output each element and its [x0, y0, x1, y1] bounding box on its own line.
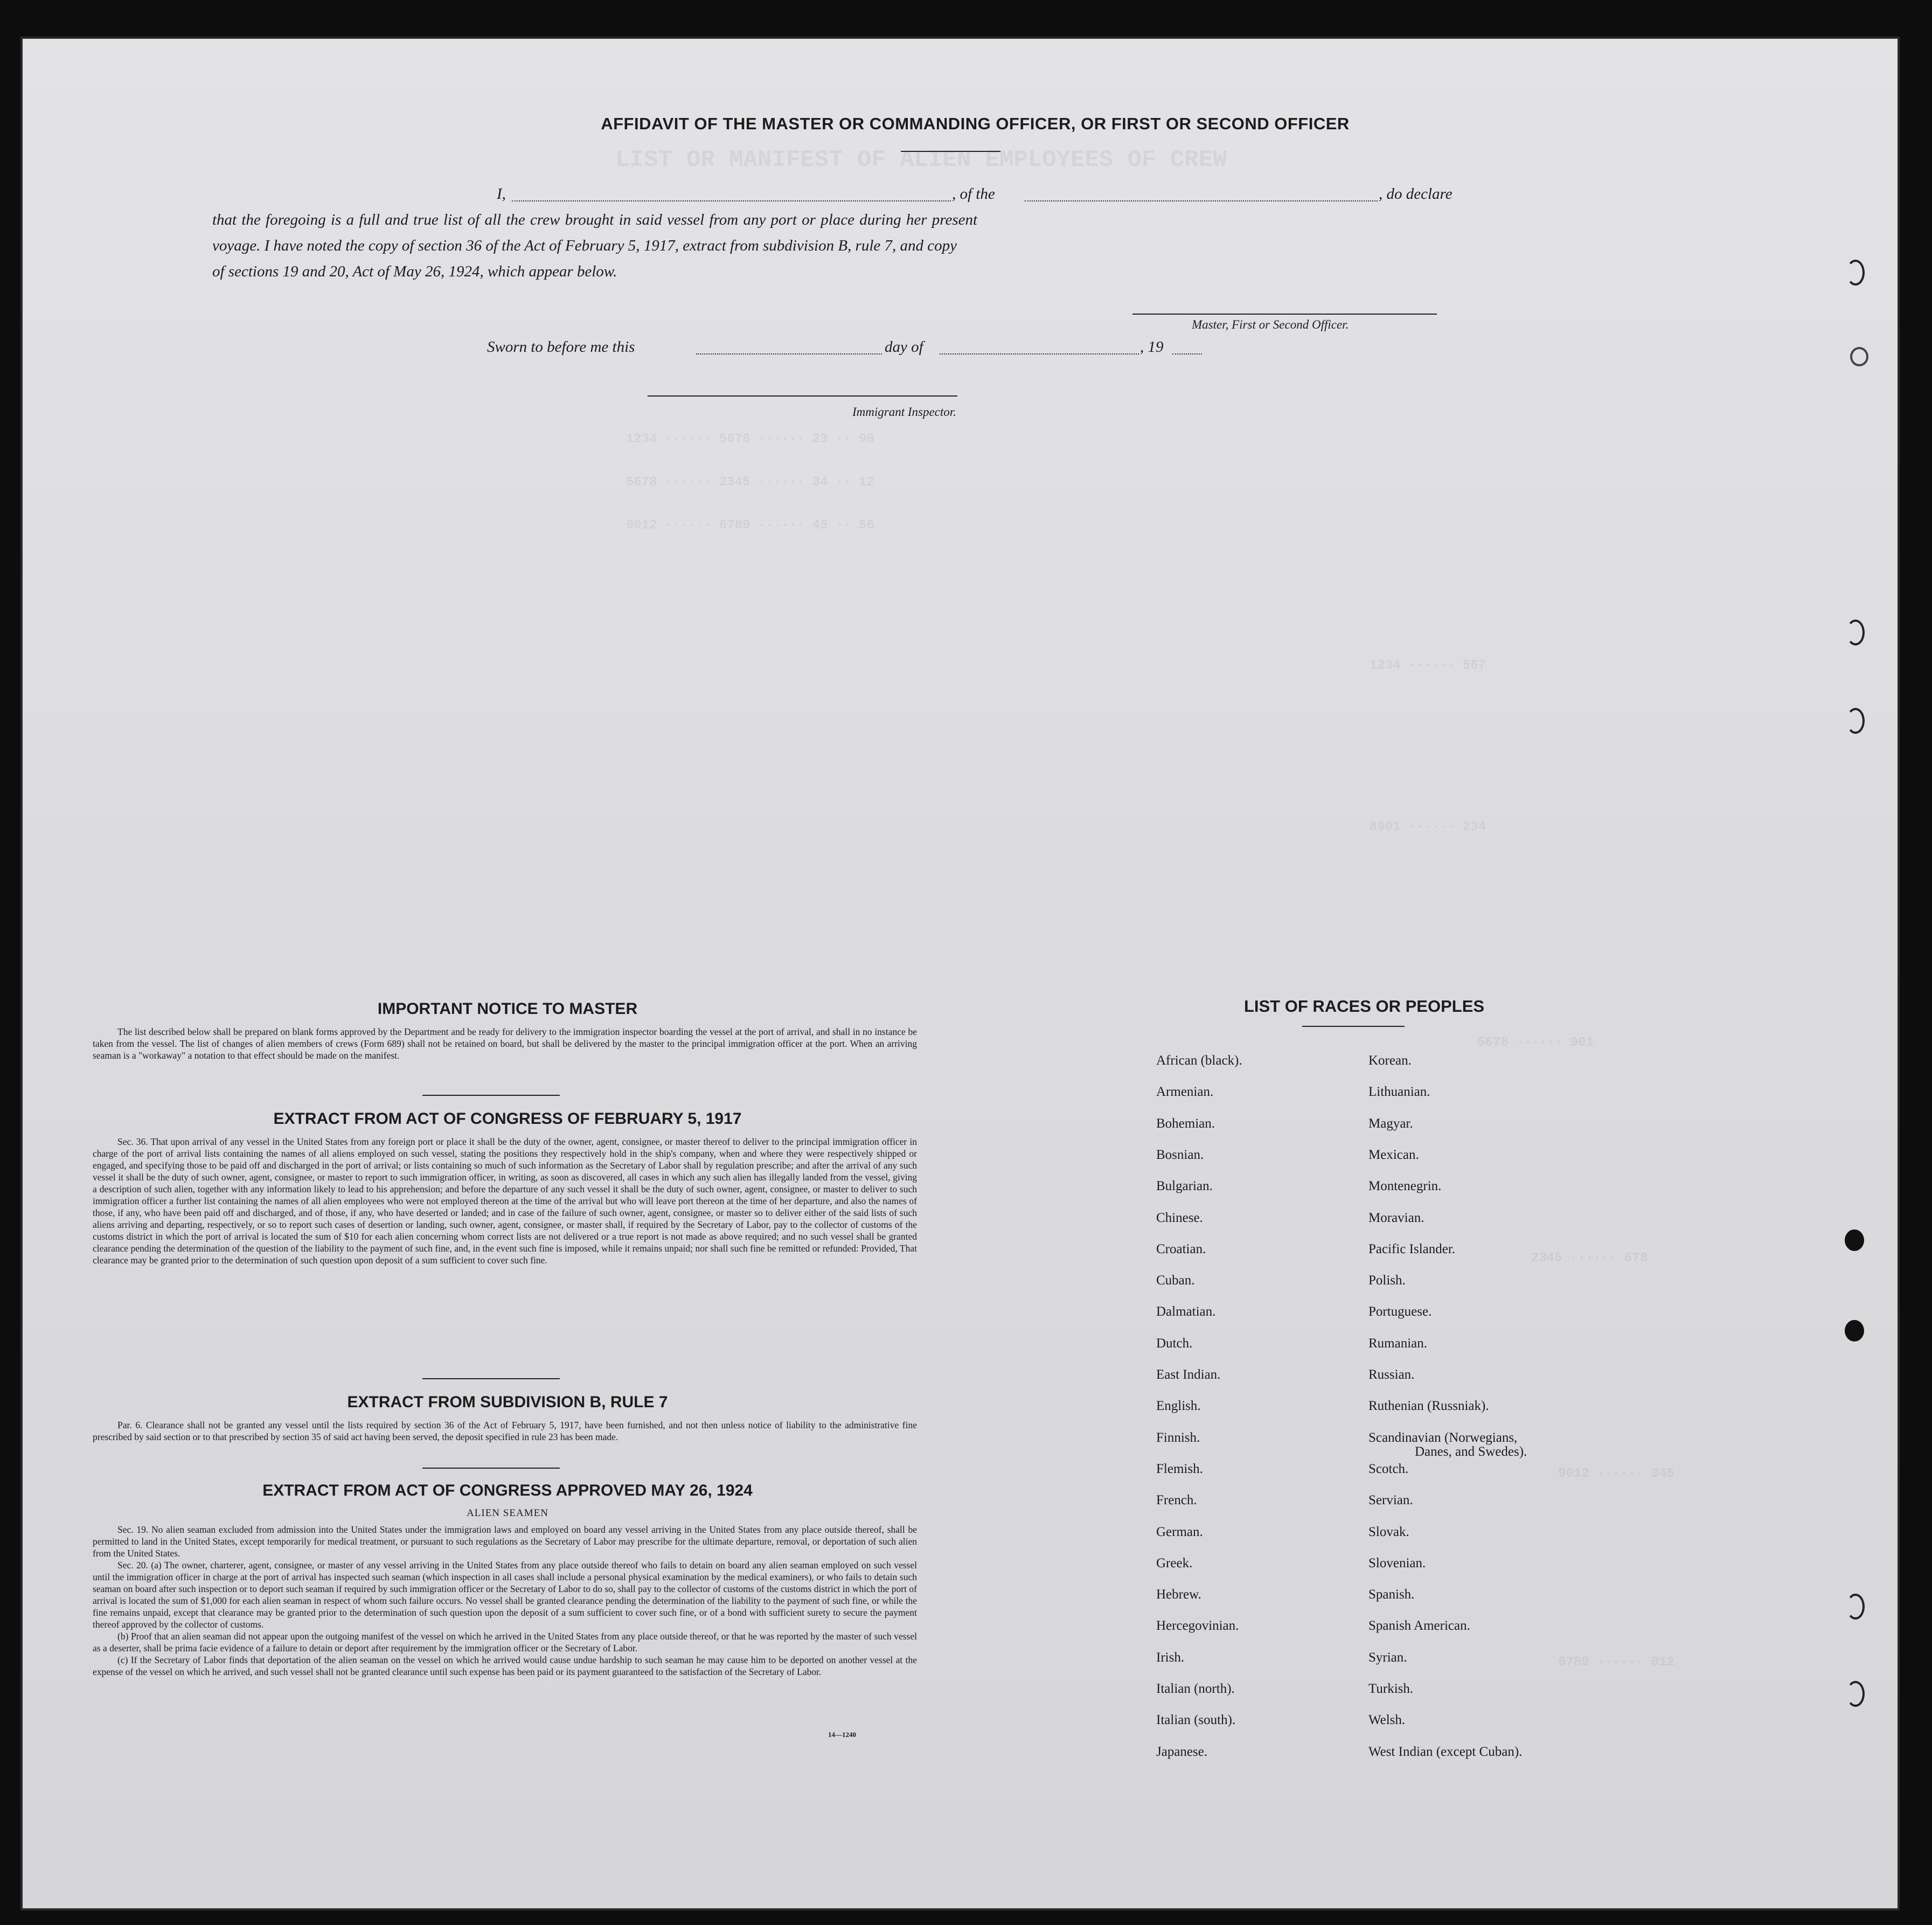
par-6-paragraph: Par. 6. Clearance shall not be granted any vessel until the lists required by section 36 of the Act of February 5, 1917, have been furnished, and not then unless notice of liability to the administrative fine prescribed by said section or to that prescribed by section 35 of said act having been served, the deposit specified in rule 23 has been made.	[93, 1420, 917, 1442]
affidavit-i: I,	[497, 185, 506, 203]
binder-hole-icon	[1850, 347, 1868, 366]
race-item: Dutch.	[1156, 1336, 1193, 1351]
notice-paragraph: The list described below shall be prepared on blank forms approved by the Department and be ready for delivery to the immigration inspector boarding the vessel at the port of arrival, and shall in no instance be taken from the vessel. The list of changes of alien members of crews (Form 689) shall not be retained on board, but shall be delivered by the master to the principal immigration officer at the port. When an arriving seaman is a "workaway" a notation to that effect should be made on the manifest.	[93, 1026, 917, 1061]
sworn-year-prefix: , 19	[1140, 338, 1164, 356]
subdiv-b-title: EXTRACT FROM SUBDIVISION B, RULE 7	[347, 1393, 668, 1411]
race-item: Montenegrin.	[1368, 1179, 1442, 1194]
sworn-day-blank[interactable]	[696, 353, 882, 355]
manifest-sheet: LIST OR MANIFEST OF ALIEN EMPLOYEES OF CREW 1234 ······ 5678 ······ 23 ·· 98 5678 ······ 2345 ······ 34 ·· 12 9012 ······ 6789 ······ 45 ·· 56 1234 ······ 567 8901 ······ 234 5678 ······ 901 2345 ······ 678 9012 ······ 345 6789 ······ 012 AFFIDAVIT OF THE MASTER OR COMMANDING OFFICER, OR FIRST OR SECOND OFFICER I, , of the , do declare that the foregoing is a full and true list of all the crew brought in said vessel from any port or place during her present voyage. I have noted the copy of section 36 of the Act of February 5, 1917, extract from subdivision B, rule 7, and copy of sections 19 and 20, Act of May 26, 1924, which appear below. Master, First or Second Officer. Sworn to before me this day of , 19 Immigrant Inspector. IMPORTANT NOTICE TO MASTER The list described below shall be prepared on blank forms approved by the Department and be ready for delivery to the immigration inspector boarding the vessel at the port of arrival, and shall in no instance be taken from the vessel. The list of changes of alien members of crews (Form 689) shall not be retained on board, but shall be delivered by the master to the principal immigration officer at the port. When an arriving seaman is a "workaway" a notation to that effect should be made on the manifest. EXTRACT FROM ACT OF CONGRESS OF FEBRUARY 5, 1917 Sec. 36. That upon arrival of any vessel in the United States from any foreign port or place it shall be the duty of the owner, agent, consignee, or master thereof to deliver to the principal immigration officer in charge of the port of arrival lists containing the names of all aliens employed on such vessel, stating the positions they respectively hold in the ship's company, when and where they were respectively shipped or engaged, and specifying those to be paid off and discharged in the port of arrival; or lists containing so much of such information as the Secretary of Labor shall by regulation prescribe; and after the arrival of any such vessel it shall be the duty of such owner, agent, consignee, or master to report to such immigration officer, in writing, as soon as discovered, all cases in which any such alien has illegally landed from the vessel, giving a description of such alien, together with any information likely to lead to his apprehension; and before the departure of any such vessel it shall be the duty of such owner, agent, consignee, or master to deliver to such immigration officer a further list containing the names of all alien employees who were not employed thereon at the time of the arrival but who will leave port thereon at the time of her departure, and also the names of those, if any, who have been paid off and discharged, and of those, if any, who have deserted or landed; and in case of the failure of such owner, agent, consignee, or master so to deliver either of the said lists of such aliens arriving and departing, respectively, or so to report such cases of desertion or landing, such owner, agent, consignee, or master shall, if required by the Secretary of Labor, pay to the collector of customs of the customs district in which the port of arrival is located the sum of $10 for each alien concerning whom correct lists are not delivered or a true report is not made as above required; and no such vessel shall be granted clearance pending the determination of the question of the liability to the payment of such fine, and, in the event such fine is imposed, while it remains unpaid; nor shall such fine be remitted or refunded: Provided, That clearance may be granted prior to the determination of such question upon deposit of a sum sufficient to cover such fine. EXTRACT FROM SUBDIVISION B, RULE 7 Par. 6. Clearance shall not be granted any vessel until the lists required by section 36 of the Act of February 5, 1917, have been furnished, and not then unless notice of liability to the administrative fine prescribed by said section or to that prescribed by section 35 of said act having been served, the deposit specified in rule 23 has been made. EXTRACT FROM ACT OF CONGRESS APPROVED MAY 26, 1924 ALIEN SEAMEN Sec. 19. No alien seaman excluded from admission into the United States under the immigration laws and employed on board any vessel arriving in the United States from any place outside thereof, shall be permitted to land in the United States, except temporarily for medical treatment, or pursuant to such regulations as the Secretary of Labor may prescribe for the ultimate departure, removal, or deportation of such alien from the United States. Sec. 20. (a) The owner, charterer, agent, consignee, or master of any vessel arriving in the United States from any place outside thereof who fails to detain on board any alien seaman employed on such vessel until the immigration officer in charge at the port of arrival has inspected such seaman (which inspection in all cases shall include a personal physical examination by the medical examiners), or who fails to detain such seaman on board after such inspection or to deport such seaman if required by such immigration officer or the Secretary of Labor to do so, shall pay to the collector of customs of the customs district in which the port of arrival is located the sum of $1,000 for each alien seaman in respect of whom such failure occurs. No vessel shall be granted clearance pending the determination of the liability to the payment of such fine, or while the fine remains unpaid, except that clearance may be granted prior to the determination of such question upon the deposit of a sum sufficient to cover such fine, or of a bond with sufficient surety to secure the payment thereof approved by the collector of customs. (b) Proof that an alien seaman did not appear upon the outgoing manifest of the vessel on which he arrived in the United States from any place outside thereof, or that he was reported by the master of such vessel as a deserter, shall be prima facie evidence of a failure to detain or deport after requirement by the immigration officer or the Secretary of Labor. (c) If the Secretary of Labor finds that deportation of the alien seaman on the vessel on which he arrived would cause undue hardship to such seaman he may cause him to be deported on another vessel at the expense of the vessel on which he arrived, and such vessel shall not be granted clearance until such expense has been paid or its payment guaranteed to the satisfaction of the Secretary of Labor. 14—1240 LIST OF RACES OR PEOPLES African (black). Armenian. Bohemian. Bosnian. Bulgarian. Chinese. Croatian. Cuban. Dalmatian. Dutch. East Indian. English. Finnish. Flemish. French. German. Greek. Hebrew. Hercegovinian. Irish. Italian (north). Italian (south). Japanese. Korean. Lithuanian. Magyar. Mexican. Montenegrin. Moravian. Pacific Islander. Polish. Portuguese. Rumanian. Russian. Ruthenian (Russniak). Scandinavian (Norwegians, Scotch. Servian. Slovak. Slovenian. Spanish. Spanish American. Syrian. Turkish. Welsh. West Indian (except Cuban). Danes, and Swedes).	[23, 39, 1898, 1908]
race-item: Lithuanian.	[1368, 1085, 1430, 1100]
affidavit-title: AFFIDAVIT OF THE MASTER OR COMMANDING OFFICER, OR FIRST OR SECOND OFFICER	[601, 114, 1350, 133]
race-item: Scandinavian (Norwegians,	[1368, 1430, 1518, 1445]
race-item: Ruthenian (Russniak).	[1368, 1399, 1489, 1414]
race-item: Magyar.	[1368, 1116, 1413, 1131]
race-item: Flemish.	[1156, 1461, 1203, 1476]
race-item: Dalmatian.	[1156, 1304, 1216, 1319]
race-item: Italian (south).	[1156, 1713, 1236, 1728]
master-caption: Master, First or Second Officer.	[1192, 318, 1349, 331]
race-item: Bohemian.	[1156, 1116, 1215, 1131]
affidavit-line-2: that the foregoing is a full and true list of all the crew brought in said vessel from any port or place during her present	[212, 211, 978, 228]
binder-hole-icon	[1846, 1594, 1865, 1620]
inspector-caption: Immigrant Inspector.	[852, 405, 956, 419]
notice-title: IMPORTANT NOTICE TO MASTER	[377, 1000, 638, 1018]
inspector-signature-line[interactable]	[648, 395, 957, 397]
section-rule	[422, 1378, 560, 1379]
race-item: African (black).	[1156, 1053, 1242, 1068]
binder-hole-icon	[1846, 260, 1865, 286]
race-item: Italian (north).	[1156, 1681, 1235, 1696]
race-item: Moravian.	[1368, 1210, 1424, 1225]
master-signature-line[interactable]	[1132, 314, 1437, 315]
binder-hole-icon	[1845, 1229, 1864, 1251]
races-title: LIST OF RACES OR PEOPLES	[1243, 997, 1485, 1016]
affidavit-of-the: , of the	[952, 185, 995, 203]
race-item: Servian.	[1368, 1493, 1413, 1508]
race-item: West Indian (except Cuban).	[1368, 1744, 1523, 1759]
subdiv-b-text	[93, 1419, 917, 1443]
race-item: Slovak.	[1368, 1524, 1409, 1539]
race-item: Rumanian.	[1368, 1336, 1428, 1351]
race-item: French.	[1156, 1493, 1197, 1508]
race-item: Turkish.	[1368, 1681, 1414, 1696]
form-number: 14—1240	[828, 1731, 856, 1739]
race-item: Bulgarian.	[1156, 1179, 1213, 1194]
extract-1917-text	[93, 1136, 917, 1266]
race-item: Polish.	[1368, 1273, 1406, 1288]
binder-hole-icon	[1845, 1320, 1864, 1342]
affidavit-body	[212, 181, 1516, 284]
extract-1924-text	[93, 1524, 917, 1678]
extract-1924-title: EXTRACT FROM ACT OF CONGRESS APPROVED MAY 26, 1924	[262, 1482, 753, 1499]
race-item: Pacific Islander.	[1368, 1241, 1456, 1256]
race-item: Cuban.	[1156, 1273, 1195, 1288]
race-item: Finnish.	[1156, 1430, 1200, 1445]
sec-20b-paragraph: (b) Proof that an alien seaman did not appear upon the outgoing manifest of the vessel on which he arrived in the United States from any place outside thereof, or that he was reported by the master of such vessel as a deserter, shall be prima facie evidence of a failure to detain or deport after requirement by the immigration officer or the Secretary of Labor.	[93, 1631, 917, 1653]
section-rule	[422, 1095, 560, 1096]
race-item: Scotch.	[1368, 1461, 1409, 1476]
race-item: Hercegovinian.	[1156, 1618, 1239, 1634]
sworn-line	[487, 334, 1241, 361]
race-item: Hebrew.	[1156, 1587, 1201, 1602]
sec-19-paragraph: Sec. 19. No alien seaman excluded from admission into the United States under the immigration laws and employed on board any vessel arriving in the United States from any place outside thereof, shall be permitted to land in the United States, except temporarily for medical treatment, or pursuant to such regulations as the Secretary of Labor may prescribe for the ultimate departure, removal, or deportation of such alien from the United States.	[93, 1524, 917, 1559]
section-rule	[422, 1468, 560, 1469]
race-item: Spanish.	[1368, 1587, 1415, 1602]
title-rule	[901, 151, 1000, 152]
binder-hole-icon	[1846, 620, 1865, 645]
sec-20a-paragraph: Sec. 20. (a) The owner, charterer, agent, consignee, or master of any vessel arriving in the United States from any place outside thereof who fails to detain on board any alien seaman employed on such vessel until the immigration officer in charge at the port of arrival has inspected such seaman (which inspection in all cases shall include a personal physical examination by the medical examiners), or who fails to detain such seaman on board after such inspection or to deport such seaman if required by such immigration officer or the Secretary of Labor to do so, shall pay to the collector of customs of the customs district in which the port of arrival is located the sum of $1,000 for each alien seaman in respect of whom such failure occurs. No vessel shall be granted clearance pending the determination of the liability to the payment of such fine, or while the fine remains unpaid, except that clearance may be granted prior to the determination of such question upon the deposit of a sum sufficient to cover such fine, or of a bond with sufficient surety to secure the payment thereof approved by the collector of customs.	[93, 1560, 917, 1630]
sworn-month-blank[interactable]	[940, 353, 1139, 355]
race-item: Welsh.	[1368, 1713, 1406, 1728]
sworn-day-of: day of	[885, 338, 923, 356]
race-scandinavian-continued: Danes, and Swedes).	[1415, 1444, 1527, 1459]
binder-hole-icon	[1846, 1681, 1865, 1707]
affidavit-do-declare: , do declare	[1379, 185, 1453, 203]
name-blank[interactable]	[512, 200, 951, 201]
binder-hole-icon	[1846, 708, 1865, 734]
races-rule	[1302, 1026, 1405, 1027]
race-item: Japanese.	[1156, 1744, 1208, 1759]
race-item: English.	[1156, 1399, 1201, 1414]
race-item: Croatian.	[1156, 1241, 1206, 1256]
vessel-blank[interactable]	[1025, 200, 1378, 201]
race-item: Bosnian.	[1156, 1147, 1204, 1162]
race-item: East Indian.	[1156, 1367, 1221, 1382]
race-item: Syrian.	[1368, 1650, 1407, 1665]
sworn-label: Sworn to before me this	[487, 338, 635, 356]
race-item: Greek.	[1156, 1555, 1193, 1570]
race-item: Russian.	[1368, 1367, 1415, 1382]
extract-1917-title: EXTRACT FROM ACT OF CONGRESS OF FEBRUARY 5, 1917	[273, 1110, 742, 1128]
section-36-paragraph: Sec. 36. That upon arrival of any vessel in the United States from any foreign port or place it shall be the duty of the owner, agent, consignee, or master thereof to deliver to the principal immigration officer in charge of the port of arrival lists containing the names of all aliens employed on such vessel, stating the positions they respectively hold in the ship's company, when and where they were respectively shipped or engaged, and specifying those to be paid off and discharged in the port of arrival; or lists containing so much of such information as the Secretary of Labor shall by regulation prescribe; and after the arrival of any such vessel it shall be the duty of such owner, agent, consignee, or master to report to such immigration officer, in writing, as soon as discovered, all cases in which any such alien has illegally landed from the vessel, giving a description of such alien, together with any information likely to lead to his apprehension; and before the departure of any such vessel it shall be the duty of such owner, agent, consignee, or master to deliver to such immigration officer a further list containing the names of all alien employees who were not employed thereon at the time of the arrival but who will leave port thereon at the time of her departure, and also the names of those, if any, who have been paid off and discharged, and of those, if any, who have deserted or landed; and in case of the failure of such owner, agent, consignee, or master so to deliver either of the said lists of such aliens arriving and departing, respectively, or so to report such cases of desertion or landing, such owner, agent, consignee, or master shall, if required by the Secretary of Labor, pay to the collector of customs of the customs district in which the port of arrival is located the sum of $10 for each alien concerning whom correct lists are not delivered or a true report is not made as above required; and no such vessel shall be granted clearance pending the determination of the question of the liability to the payment of such fine, and, in the event such fine is imposed, while it remains unpaid; nor shall such fine be remitted or refunded: Provided, That clearance may be granted prior to the determination of such question upon deposit of a sum sufficient to cover such fine.	[93, 1136, 917, 1266]
race-item: German.	[1156, 1524, 1203, 1539]
race-item: Armenian.	[1156, 1085, 1214, 1100]
race-item: Portuguese.	[1368, 1304, 1432, 1319]
affidavit-line-4: of sections 19 and 20, Act of May 26, 1924, which appear below.	[212, 263, 617, 280]
sworn-year-blank[interactable]	[1172, 353, 1202, 355]
race-item: Korean.	[1368, 1053, 1412, 1068]
notice-text	[93, 1026, 917, 1061]
alien-seamen-subtitle: ALIEN SEAMEN	[467, 1507, 548, 1519]
race-item: Mexican.	[1368, 1147, 1419, 1162]
race-item: Slovenian.	[1368, 1555, 1426, 1570]
race-item: Spanish American.	[1368, 1618, 1470, 1634]
race-item: Irish.	[1156, 1650, 1185, 1665]
race-item: Chinese.	[1156, 1210, 1203, 1225]
affidavit-line-3: voyage. I have noted the copy of section 36 of the Act of February 5, 1917, extract from subdivision B, rule 7, and copy	[212, 237, 957, 254]
sec-20c-paragraph: (c) If the Secretary of Labor finds that deportation of the alien seaman on the vessel on which he arrived would cause undue hardship to such seaman he may cause him to be deported on another vessel at the expense of the vessel on which he arrived, and such vessel shall not be granted clearance until such expense has been paid or its payment guaranteed to the satisfaction of the Secretary of Labor.	[93, 1655, 917, 1677]
